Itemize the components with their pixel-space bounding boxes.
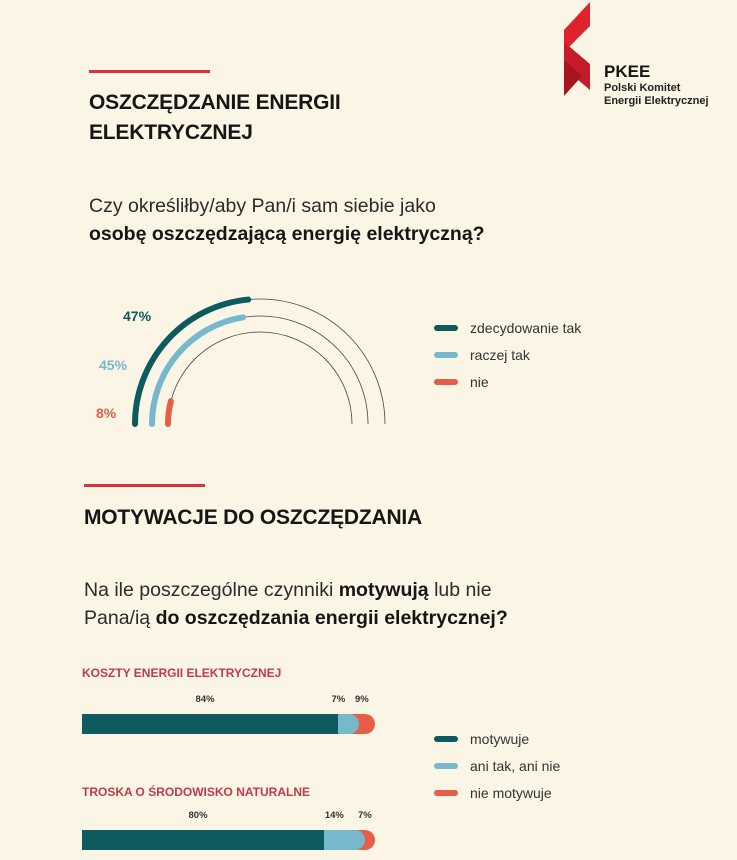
- bar-value-label-0-0: 84%: [195, 694, 215, 705]
- legend-swatch-coral: [434, 379, 458, 385]
- pct-label-nie: 8%: [96, 405, 117, 421]
- pct-label-raczej-tak: 45%: [99, 357, 128, 373]
- logo-title: PKEE: [604, 62, 651, 81]
- bar-value-label-1-2: 7%: [357, 810, 372, 821]
- bar-value-label-1-0: 80%: [188, 810, 208, 821]
- legend-motywuje: [434, 731, 529, 747]
- bar-category-koszty: KOSZTY ENERGII ELEKTRYCZNEJ: [82, 666, 282, 680]
- bar-segment-0-0: [82, 714, 338, 734]
- radial-arc-2: [168, 401, 171, 424]
- legend-nie-motywuje: [434, 785, 552, 801]
- pct-label-zdecydowanie-tak: 47%: [123, 308, 152, 324]
- legend-ani-tak-ani-nie: [434, 758, 560, 774]
- section2-question-line1: Na ile poszczególne czynniki motywują lub nie: [84, 579, 492, 601]
- bar-value-label-0-1: 7%: [331, 694, 346, 705]
- legend-swatch-light: [434, 352, 458, 358]
- legend-raczej-tak: [434, 347, 530, 363]
- legend-swatch-coral: [434, 790, 458, 796]
- bar-value-label-0-2: 9%: [354, 694, 369, 705]
- section1-heading-line2: ELEKTRYCZNEJ: [89, 121, 253, 144]
- legend-label-nie: nie: [470, 374, 489, 390]
- legend-swatch-dark: [434, 736, 458, 742]
- section2-divider: [84, 484, 205, 487]
- legend-label-nie-motywuje: nie motywuje: [470, 785, 552, 801]
- legend-swatch-light: [434, 763, 458, 769]
- legend-label-motywuje: motywuje: [470, 731, 530, 747]
- logo-subtitle-2: Energii Elektrycznej: [604, 95, 709, 107]
- logo-subtitle-1: Polski Komitet: [604, 82, 681, 94]
- legend-nie: [434, 374, 489, 390]
- legend-zdecydowanie-tak: [434, 320, 581, 336]
- section2-question-line2: Pana/ią do oszczędzania energii elektrycznej?: [84, 607, 508, 629]
- section1-question-bold: osobę oszczędzającą energię elektryczną?: [89, 223, 485, 245]
- bar-value-label-1-1: 14%: [324, 810, 344, 821]
- bar-segment-1-0: [82, 830, 324, 850]
- legend-swatch-dark: [434, 325, 458, 331]
- legend-label-ani-tak-ani-nie: ani tak, ani nie: [470, 758, 561, 774]
- legend-label-raczej-tak: raczej tak: [470, 347, 530, 363]
- section2-heading: MOTYWACJE DO OSZCZĘDZANIA: [84, 506, 423, 529]
- radial-guide-2: [168, 332, 352, 424]
- section1-question-line1: Czy określiłby/aby Pan/i sam siebie jako: [89, 195, 436, 217]
- radial-arc-1: [152, 317, 243, 424]
- section2-question: [84, 576, 508, 632]
- bar-category-troska: TROSKA O ŚRODOWISKO NATURALNE: [82, 785, 310, 799]
- legend-label-zdecydowanie-tak: zdecydowanie tak: [470, 320, 582, 336]
- section1-heading-line1: OSZCZĘDZANIE ENERGII: [89, 91, 341, 114]
